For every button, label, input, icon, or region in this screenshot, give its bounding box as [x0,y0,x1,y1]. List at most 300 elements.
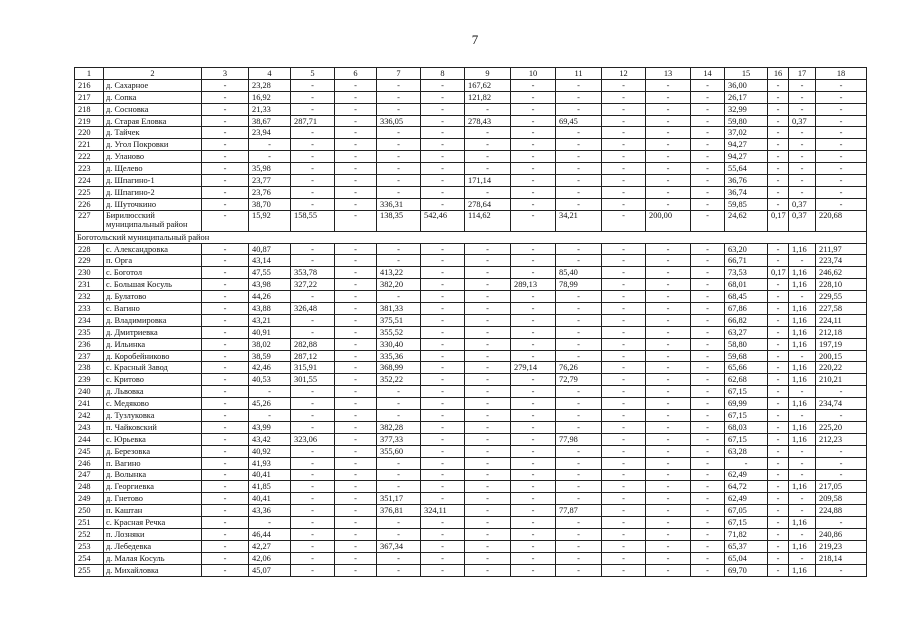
table-cell: - [202,291,249,303]
table-cell: 225,20 [816,421,867,433]
table-cell: - [377,564,421,576]
column-header: 15 [725,68,768,80]
table-cell: - [691,127,725,139]
settlement-name: д. Уланово [104,151,202,163]
table-cell: - [291,410,335,422]
table-cell: - [335,338,377,350]
table-cell: - [421,79,465,91]
table-cell: - [691,338,725,350]
table-cell: - [602,398,646,410]
table-cell: 37,02 [725,127,768,139]
table-row [75,528,867,540]
table-cell: - [646,279,691,291]
table-cell: - [768,517,789,529]
table-cell: 40,91 [249,326,291,338]
table-cell: - [202,163,249,175]
table-cell: - [511,326,556,338]
table-cell: - [725,457,768,469]
table-cell: - [335,186,377,198]
table-cell: - [335,505,377,517]
table-cell: - [377,517,421,529]
table-cell: - [511,469,556,481]
table-cell: - [202,410,249,422]
table-cell: 0,37 [789,198,816,210]
table-cell: - [646,163,691,175]
table-cell: 42,46 [249,362,291,374]
table-cell: 287,71 [291,115,335,127]
settlement-name: д. Ильинка [104,338,202,350]
section-label: Боготольский муниципальный район [75,231,867,243]
table-cell: 382,28 [377,421,421,433]
table-cell: - [291,175,335,187]
table-cell: - [465,314,511,326]
table-cell: - [691,198,725,210]
table-cell: - [556,314,602,326]
column-header: 4 [249,68,291,80]
table-cell: - [377,410,421,422]
table-cell: - [335,103,377,115]
table-cell: - [691,267,725,279]
table-row [75,279,867,291]
table-cell: - [691,493,725,505]
table-cell: 1,16 [789,279,816,291]
table-cell: - [602,127,646,139]
table-cell: - [465,386,511,398]
table-cell: 315,91 [291,362,335,374]
table-cell: - [202,175,249,187]
table-cell: - [465,279,511,291]
table-cell: - [202,398,249,410]
table-cell: - [511,421,556,433]
table-cell: - [465,540,511,552]
table-cell: - [602,91,646,103]
table-cell: - [602,469,646,481]
table-cell: - [202,564,249,576]
table-cell: - [202,326,249,338]
table-cell: - [202,350,249,362]
table-cell: - [816,79,867,91]
table-cell: - [421,445,465,457]
table-cell: - [335,279,377,291]
table-cell: - [556,338,602,350]
table-cell: - [816,457,867,469]
table-cell: 158,55 [291,210,335,231]
table-cell: - [202,386,249,398]
table-cell: 65,37 [725,540,768,552]
table-row [75,398,867,410]
table-cell: 38,59 [249,350,291,362]
table-cell: - [511,505,556,517]
table-cell: 68,45 [725,291,768,303]
table-cell: - [768,79,789,91]
table-row [75,421,867,433]
row-number: 236 [75,338,104,350]
table-cell: - [646,338,691,350]
table-cell: - [335,528,377,540]
table-cell: - [335,326,377,338]
settlement-name: д. Сосновка [104,103,202,115]
row-number: 224 [75,175,104,187]
row-number: 240 [75,386,104,398]
column-header: 16 [768,68,789,80]
row-number: 223 [75,163,104,175]
table-cell: 200,15 [816,350,867,362]
table-row [75,103,867,115]
table-cell: - [768,350,789,362]
table-cell: - [816,410,867,422]
row-number: 244 [75,433,104,445]
table-cell: - [768,198,789,210]
table-cell: - [646,198,691,210]
table-cell: - [335,314,377,326]
table-cell: - [421,386,465,398]
table-cell: - [646,552,691,564]
table-cell: - [691,433,725,445]
table-cell: - [291,91,335,103]
table-cell: - [465,103,511,115]
table-cell: - [646,127,691,139]
table-cell: - [816,469,867,481]
table-cell: 1,16 [789,564,816,576]
table-cell: - [691,540,725,552]
column-header: 7 [377,68,421,80]
table-cell: - [421,517,465,529]
table-cell: - [291,79,335,91]
table-cell: 40,53 [249,374,291,386]
table-cell: - [556,151,602,163]
table-cell: 367,34 [377,540,421,552]
table-cell: - [646,564,691,576]
table-cell: - [602,139,646,151]
table-cell: - [465,517,511,529]
table-cell: - [421,493,465,505]
table-cell: - [291,493,335,505]
table-cell: - [646,528,691,540]
table-cell: - [556,493,602,505]
table-cell: 23,28 [249,79,291,91]
table-cell: 23,94 [249,127,291,139]
table-cell: 38,02 [249,338,291,350]
table-cell: - [816,517,867,529]
table-cell: 35,98 [249,163,291,175]
table-cell: - [691,469,725,481]
settlement-name: д. Березовка [104,445,202,457]
settlement-name: д. Шпагино-2 [104,186,202,198]
table-cell: - [465,481,511,493]
table-cell: - [602,386,646,398]
table-cell: - [691,314,725,326]
table-cell: - [691,210,725,231]
table-cell: - [465,469,511,481]
table-cell: 44,26 [249,291,291,303]
table-cell: - [291,481,335,493]
table-cell: 63,20 [725,243,768,255]
table-row [75,386,867,398]
column-header: 17 [789,68,816,80]
table-cell: 212,23 [816,433,867,445]
table-cell: - [556,139,602,151]
table-cell: - [202,493,249,505]
table-cell: - [646,91,691,103]
table-cell: - [646,493,691,505]
table-cell: - [421,433,465,445]
table-cell: - [768,303,789,315]
table-cell: 377,33 [377,433,421,445]
table-cell: - [202,279,249,291]
table-cell: - [421,457,465,469]
table-cell: 67,15 [725,433,768,445]
table-cell: 1,16 [789,517,816,529]
table-cell: - [465,505,511,517]
table-cell: 43,14 [249,255,291,267]
column-header: 12 [602,68,646,80]
settlement-name: д. Малая Косуль [104,552,202,564]
table-cell: - [335,175,377,187]
table-cell: 68,01 [725,279,768,291]
table-cell: - [377,552,421,564]
table-cell: - [421,163,465,175]
table-cell: - [465,374,511,386]
table-cell: - [335,493,377,505]
table-cell: - [556,445,602,457]
table-cell: 1,16 [789,338,816,350]
table-cell: - [465,267,511,279]
table-cell: 1,16 [789,326,816,338]
table-cell: - [377,91,421,103]
table-cell: - [421,139,465,151]
table-row [75,267,867,279]
column-header: 6 [335,68,377,80]
table-cell: - [465,338,511,350]
table-cell: - [646,374,691,386]
table-cell: - [421,398,465,410]
row-number: 226 [75,198,104,210]
table-row [75,210,867,231]
column-header: 3 [202,68,249,80]
table-cell: - [768,433,789,445]
row-number: 227 [75,210,104,231]
table-cell: 64,72 [725,481,768,493]
settlement-name: с. Красный Завод [104,362,202,374]
table-row [75,115,867,127]
table-cell: - [202,374,249,386]
row-number: 222 [75,151,104,163]
table-cell: - [602,255,646,267]
table-cell: 43,42 [249,433,291,445]
table-cell: - [511,303,556,315]
table-cell: - [789,139,816,151]
table-cell: - [602,540,646,552]
table-cell: - [335,386,377,398]
table-cell: - [816,386,867,398]
table-cell: - [202,445,249,457]
table-row [75,350,867,362]
table-cell: 77,87 [556,505,602,517]
table-cell: - [768,139,789,151]
table-cell: 278,64 [465,198,511,210]
table-cell: 62,68 [725,374,768,386]
table-cell: - [335,151,377,163]
table-cell: - [465,163,511,175]
table-cell: - [691,374,725,386]
table-cell: - [602,175,646,187]
table-cell: - [335,552,377,564]
table-cell: - [202,151,249,163]
row-number: 241 [75,398,104,410]
table-cell: 0,37 [789,115,816,127]
table-cell: - [377,469,421,481]
table-cell: 43,36 [249,505,291,517]
table-cell: 1,16 [789,362,816,374]
table-cell: - [556,398,602,410]
table-cell: - [249,410,291,422]
table-cell: - [556,350,602,362]
settlement-name: д. Волынка [104,469,202,481]
table-cell: - [768,445,789,457]
row-number: 252 [75,528,104,540]
table-cell: 26,17 [725,91,768,103]
table-cell: - [291,517,335,529]
table-cell: - [789,175,816,187]
row-number: 242 [75,410,104,422]
table-row [75,326,867,338]
table-cell: - [202,552,249,564]
table-cell: - [691,528,725,540]
table-cell: - [291,314,335,326]
table-cell: - [335,398,377,410]
table-cell: - [691,139,725,151]
table-cell: 324,11 [421,505,465,517]
table-cell: 23,76 [249,186,291,198]
table-cell: 40,87 [249,243,291,255]
table-cell: 72,79 [556,374,602,386]
table-cell: - [511,175,556,187]
table-cell: - [646,139,691,151]
table-cell: 301,55 [291,374,335,386]
table-cell: - [377,255,421,267]
table-cell: - [768,291,789,303]
table-cell: - [291,243,335,255]
table-cell: - [465,303,511,315]
table-cell: 138,35 [377,210,421,231]
table-cell: - [465,186,511,198]
table-cell: - [291,564,335,576]
table-cell: - [646,103,691,115]
settlement-name: д. Львовка [104,386,202,398]
table-cell: - [646,255,691,267]
table-cell: - [291,421,335,433]
table-cell: - [602,564,646,576]
table-cell: - [646,517,691,529]
table-cell: 68,03 [725,421,768,433]
table-cell: - [556,540,602,552]
table-cell: - [377,103,421,115]
table-cell: - [602,433,646,445]
table-cell: - [202,103,249,115]
table-cell: 69,45 [556,115,602,127]
table-cell: - [335,433,377,445]
column-header: 5 [291,68,335,80]
table-cell: - [377,481,421,493]
table-cell: - [691,505,725,517]
column-header: 13 [646,68,691,80]
table-cell: - [691,115,725,127]
settlement-name: с. Красная Речка [104,517,202,529]
table-cell: - [602,326,646,338]
table-cell: - [202,267,249,279]
table-cell: - [789,91,816,103]
table-cell: - [646,151,691,163]
row-number: 249 [75,493,104,505]
table-cell: 336,31 [377,198,421,210]
table-cell: - [768,552,789,564]
table-cell: - [789,291,816,303]
table-cell: - [421,115,465,127]
table-cell: 210,21 [816,374,867,386]
table-cell: - [602,410,646,422]
table-row [75,175,867,187]
table-cell: - [335,517,377,529]
settlement-name: д. Шпагино-1 [104,175,202,187]
settlement-name: д. Владимировка [104,314,202,326]
row-number: 251 [75,517,104,529]
table-cell: - [789,410,816,422]
table-cell: - [646,115,691,127]
row-number: 254 [75,552,104,564]
table-cell: 59,85 [725,198,768,210]
table-cell: - [768,175,789,187]
table-cell: - [511,210,556,231]
table-cell: - [646,398,691,410]
table-cell: 0,37 [789,210,816,231]
table-cell: - [602,198,646,210]
table-cell: - [768,469,789,481]
table-cell: - [465,564,511,576]
table-cell: - [465,127,511,139]
table-cell: - [421,127,465,139]
table-cell: 32,99 [725,103,768,115]
row-number: 235 [75,326,104,338]
table-cell: 1,16 [789,540,816,552]
table-cell: - [768,186,789,198]
table-cell: - [377,163,421,175]
table-row [75,493,867,505]
table-cell: - [465,457,511,469]
table-cell: - [202,540,249,552]
table-cell: - [691,457,725,469]
table-cell: 62,49 [725,493,768,505]
row-number: 233 [75,303,104,315]
table-cell: - [768,279,789,291]
table-cell: - [421,314,465,326]
table-header [75,68,867,80]
table-cell: - [421,528,465,540]
table-cell: - [646,326,691,338]
table-cell: 224,88 [816,505,867,517]
table-cell: - [789,103,816,115]
table-cell: - [249,386,291,398]
table-cell: - [511,338,556,350]
table-cell: - [377,398,421,410]
table-cell: 45,26 [249,398,291,410]
table-cell: - [768,564,789,576]
table-row [75,410,867,422]
row-number: 219 [75,115,104,127]
table-cell: 382,20 [377,279,421,291]
table-cell: - [691,517,725,529]
table-cell: - [789,505,816,517]
table-cell: - [465,421,511,433]
